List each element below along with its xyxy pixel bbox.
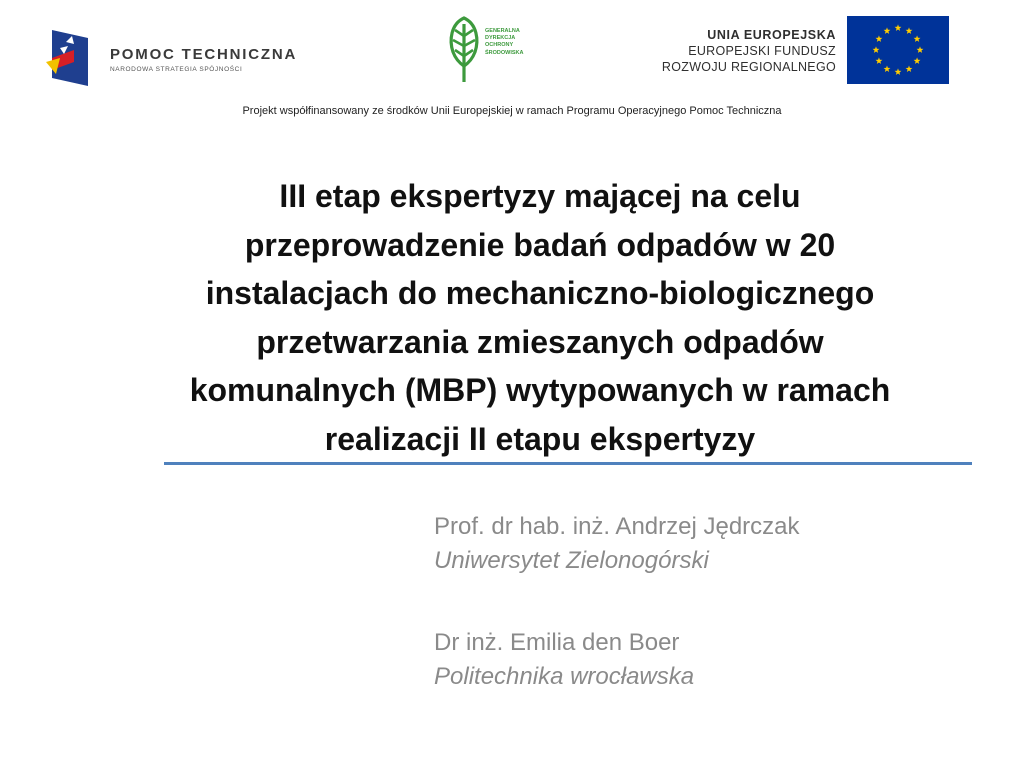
gdos-logo <box>445 14 545 86</box>
eu-line-1: UNIA EUROPEJSKA <box>707 28 836 42</box>
eu-line-2: EUROPEJSKI FUNDUSZ <box>688 44 836 58</box>
title-divider <box>164 462 972 465</box>
eu-fund-text <box>662 27 836 75</box>
author-name: Prof. dr hab. inż. Andrzej Jędrczak <box>434 513 800 540</box>
author-name: Dr inż. Emilia den Boer <box>434 629 680 656</box>
slide-title: III etap ekspertyzy mającej na celu przeprowadzenie badań odpadów w 20 instalacjach do mechaniczno-biologicznego przetwarzania zmieszanych odpadów komunalnych (MBP) wytypowanych w ramach realizacji II etapu ekspertyzy <box>189 178 891 457</box>
gdos-line: DYREKCJA <box>485 35 516 42</box>
author-affiliation: Politechnika wrocławska <box>434 663 695 690</box>
pomoc-techniczna-logo <box>44 28 324 90</box>
gdos-name <box>485 28 524 57</box>
gdos-line: OCHRONY <box>485 42 514 49</box>
authors-block <box>434 510 800 694</box>
pomoc-techniczna-title: POMOC TECHNICZNA <box>110 46 298 63</box>
pomoc-techniczna-subtitle: NARODOWA STRATEGIA SPÓJNOŚCI <box>110 66 243 73</box>
eu-flag-icon <box>847 16 949 84</box>
gdos-line: GENERALNA <box>485 28 520 34</box>
pomoc-techniczna-emblem-icon <box>44 28 94 88</box>
gdos-line: ŚRODOWISKA <box>485 49 524 56</box>
author-affiliation: Uniwersytet Zielonogórski <box>434 547 709 574</box>
author-spacer <box>434 578 800 626</box>
cofinancing-note: Projekt współfinansowany ze środków Unii Europejskiej w ramach Programu Operacyjnego Pomoc Techniczna <box>242 105 782 117</box>
eu-line-3: ROZWOJU REGIONALNEGO <box>661 60 836 74</box>
tree-icon <box>445 14 483 84</box>
